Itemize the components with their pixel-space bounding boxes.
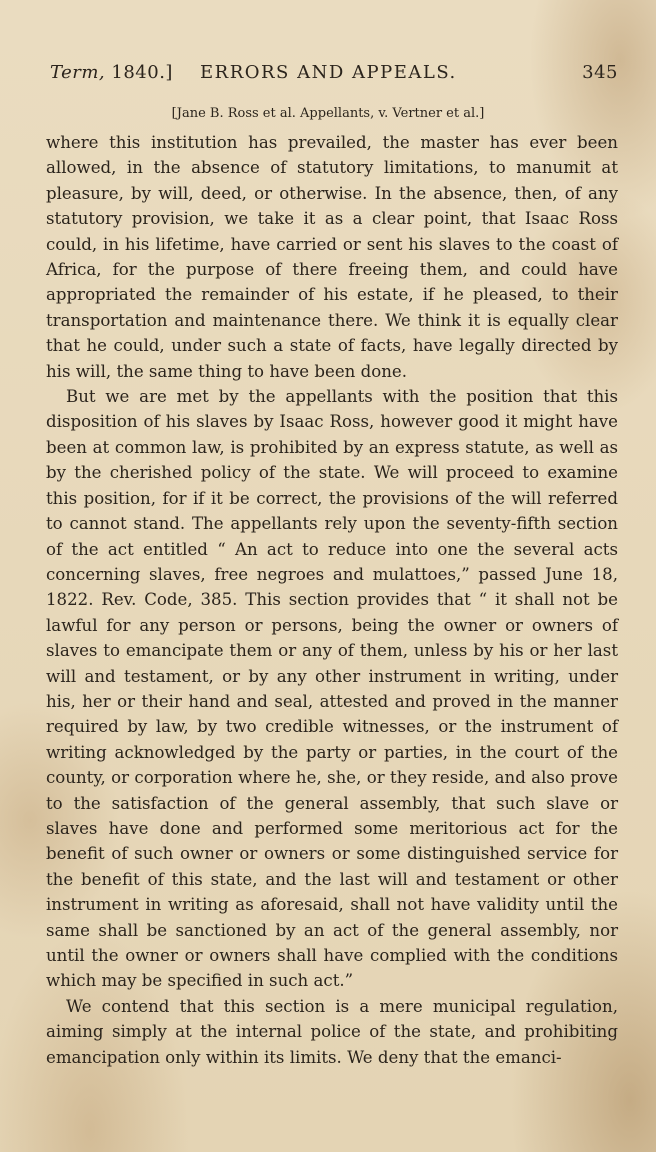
- page-number: 345: [582, 62, 618, 83]
- paragraph-3: We contend that this section is a mere municipal regulation, aiming simply at the internal police of the state, and prohibiting emancipation only within its limits. We deny that the emanci-: [46, 996, 618, 1067]
- header-title: ERRORS AND APPEALS.: [200, 62, 457, 83]
- header-term: Term, 1840.]: [50, 62, 173, 83]
- paragraph-2: But we are met by the appellants with the position that this disposition of his slaves by Isaac Ross, however good it might have been at common law, is prohibited by an express statute, as well as by the cherished policy of the state. We will proceed to examine this position, for if it be correct, the provisions of the will referred to cannot stand. The appellants rely upon the seventy-fifth section of the act entitled “ An act to reduce into one the several acts concerning slaves, free negroes and mulattoes,” passed June 18, 1822. Rev. Code, 385. This section provides that “ it shall not be lawful for any person or persons, being the owner or owners of slaves to emancipate them or any of them, unless by his or her last will and testament, or by any other instrument in writing, under his, her or their hand and seal, attested and proved in the manner required by law, by two credible witnesses, or the instrument of writing acknowledged by the party or parties, in the court of the county, or corporation where he, she, or they reside, and also prove to the satisfaction of the general assembly, that such slave or slaves have done and performed some meritorious act for the benefit of such owner or owners or some distinguished service for the benefit of this state, and the last will and testament or other instrument in writing as aforesaid, shall not have validity until the same shall be sanctioned by an act of the general assembly, nor until the owner or owners shall have complied with the conditions which may be specified in such act.”: [46, 387, 618, 991]
- body-text: [46, 130, 618, 1070]
- case-caption: [Jane B. Ross et al. Appellants, v. Vertner et al.]: [171, 106, 485, 121]
- running-header: [50, 62, 618, 88]
- paragraph-1: where this institution has prevailed, the master has ever been allowed, in the absence of statutory limitations, to manumit at pleasure, by will, deed, or otherwise. In the absence, then, of any statutory provision, we take it as a clear point, that Isaac Ross could, in his lifetime, have carried or sent his slaves to the coast of Africa, for the purpose of there freeing them, and could have appropriated the remainder of his estate, if he pleased, to their transportation and maintenance there. We think it is equally clear that he could, under such a state of facts, have legally directed by his will, the same thing to have been done.: [46, 133, 618, 381]
